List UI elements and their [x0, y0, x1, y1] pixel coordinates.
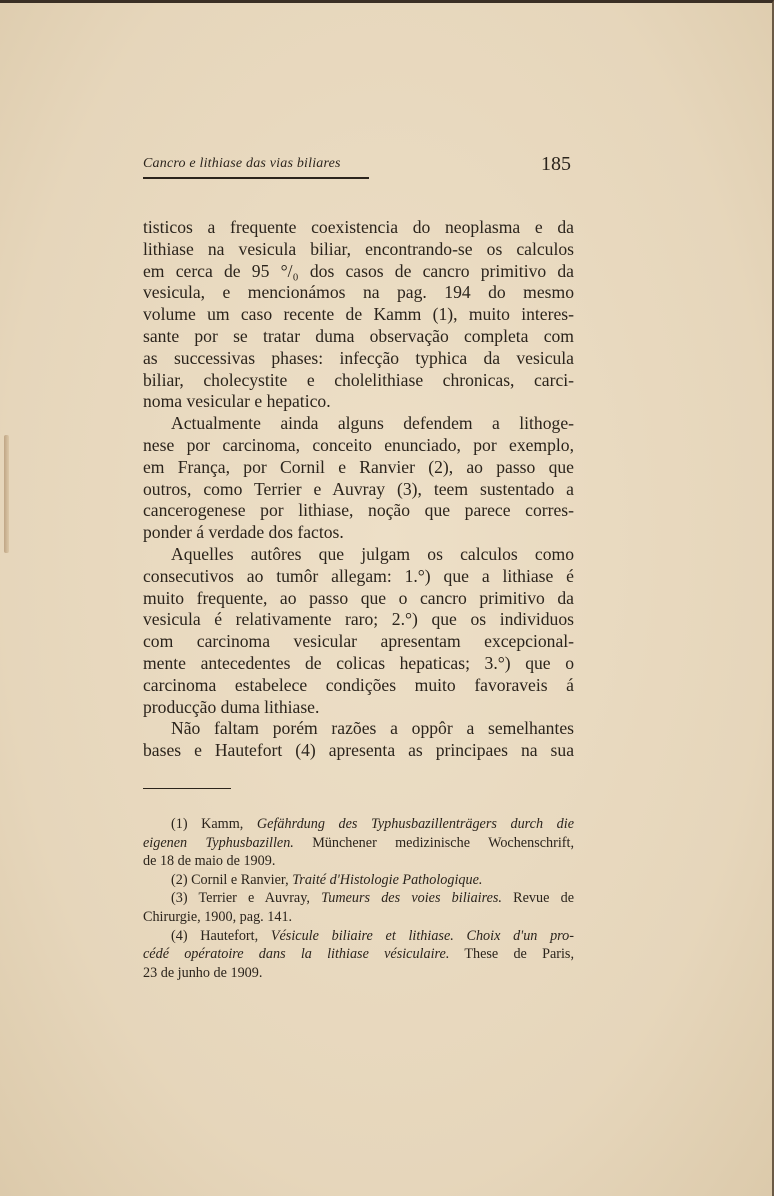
body-line: as successivas phases: infecção typhica da vesicula	[143, 347, 574, 368]
body-line: volume um caso recente de Kamm (1), muito interes-	[143, 304, 574, 325]
footnote-4-line	[143, 927, 574, 946]
footnote-4-line	[143, 945, 574, 964]
footnote-rule	[143, 788, 231, 789]
body-line: outros, como Terrier e Auvray (3), teem sustentado a	[143, 478, 574, 499]
body-line: ponder á verdade dos factos.	[143, 522, 344, 543]
footnote-1-prefix: (1) Kamm,	[171, 816, 257, 832]
footnote-4-source: These de Paris,	[449, 946, 574, 963]
body-line: Aquelles autôres que julgam os calculos como	[171, 543, 574, 564]
body-line: vesicula é relativamente raro; 2.°) que os individuos	[143, 609, 574, 630]
body-line: com carcinoma vesicular apresentam excepcional-	[143, 631, 574, 652]
body-line: sante por se tratar duma observação completa com	[143, 325, 574, 346]
footnote-1-title-cont: eigenen Typhusbazillen.	[143, 834, 294, 851]
page-number: 185	[541, 153, 571, 175]
footnote-1-line: de 18 de maio de 1909.	[143, 853, 276, 870]
page-edge-stain	[4, 435, 9, 553]
body-line: noma vesicular e hepatico.	[143, 391, 331, 412]
footnote-4-line: 23 de junho de 1909.	[143, 964, 263, 981]
body-line: bases e Hautefort (4) apresenta as principaes na sua	[143, 740, 574, 761]
body-text	[143, 217, 574, 762]
footnote-1-line	[143, 815, 574, 834]
footnote-3-source: Revue de	[501, 890, 575, 907]
footnote-2-prefix: (2) Cornil e Ranvier,	[171, 871, 293, 888]
footnote-1-source: Münchener medizinische Wochenschrift,	[293, 834, 574, 851]
running-title: Cancro e lithiase das vias biliares	[143, 156, 341, 171]
footnote-2-title: Traité d'Histologie Pathologique.	[292, 871, 483, 888]
body-line: carcinoma estabelece condições muito favoraveis á	[143, 674, 574, 695]
footnote-3-line	[143, 889, 574, 908]
body-line: muito frequente, ao passo que o cancro primitivo da	[143, 587, 574, 608]
footnotes	[143, 815, 574, 982]
body-line: mente antecedentes de colicas hepaticas; 3.°) que o	[143, 652, 574, 673]
footnote-3-line: Chirurgie, 1900, pag. 141.	[143, 908, 293, 925]
footnote-1-title: Gefährdung des Typhusbazillenträgers durch die	[256, 816, 574, 832]
body-line: nese por carcinoma, conceito enunciado, por exemplo,	[143, 434, 574, 455]
footnote-3-prefix: (3) Terrier e Auvray,	[171, 890, 322, 907]
body-line: em cerca de 95 °/₀ dos casos de cancro primitivo da	[143, 260, 574, 281]
footnote-2-line	[143, 871, 574, 890]
footnote-4-title-cont: cédé opératoire dans la lithiase vésiculaire.	[143, 946, 450, 963]
footnote-3-title: Tumeurs des voies biliaires.	[321, 890, 502, 907]
body-line: tisticos a frequente coexistencia do neoplasma e da	[143, 217, 574, 237]
footnote-4-prefix: (4) Hautefort,	[171, 927, 271, 944]
header-rule	[143, 177, 369, 179]
body-line: Não faltam porém razões a oppôr a semelhantes	[171, 718, 574, 739]
body-line: cancerogenese por lithiase, noção que parece corres-	[143, 500, 574, 521]
body-line: producção duma lithiase.	[143, 696, 320, 717]
body-line: em França, por Cornil e Ranvier (2), ao passo que	[143, 456, 574, 477]
body-line: lithiase na vesicula biliar, encontrando-se os calculos	[143, 238, 574, 259]
footnote-1-line	[143, 834, 574, 853]
body-line: vesicula, e mencionámos na pag. 194 do mesmo	[143, 282, 574, 303]
body-line: Actualmente ainda alguns defendem a lithoge-	[171, 413, 574, 434]
footnote-4-title: Vésicule biliaire et lithiase. Choix d'un pro-	[270, 927, 574, 944]
body-line: biliar, cholecystite e cholelithiase chronicas, carci-	[143, 369, 574, 390]
body-line: consecutivos ao tumôr allegam: 1.°) que a lithiase é	[143, 565, 574, 586]
